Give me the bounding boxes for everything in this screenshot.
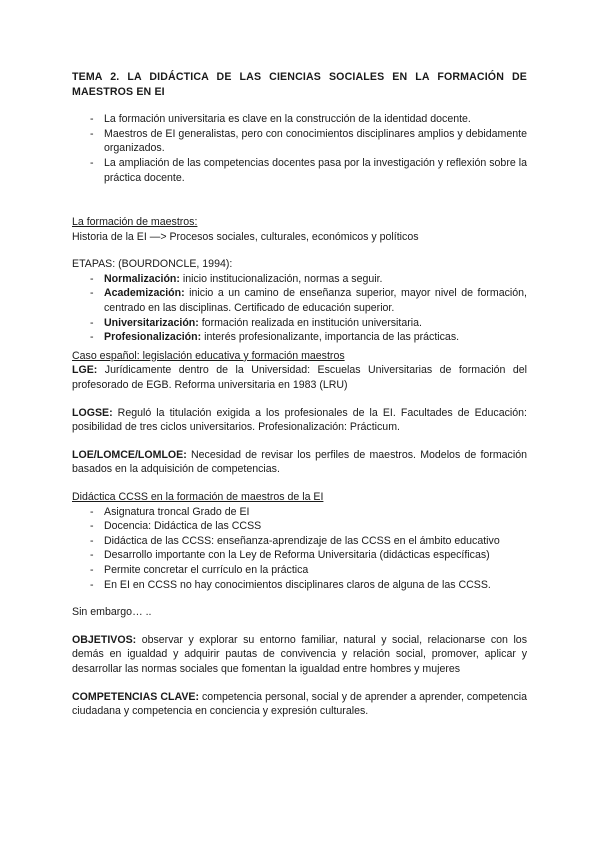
section-heading-caso: Caso español: legislación educativa y formación maestros [72,349,345,362]
list-item [72,286,527,315]
document-body [72,70,527,719]
term: Universitarización: [104,316,199,329]
list-item [72,316,527,331]
formacion-line: Historia de la EI —> Procesos sociales, culturales, económicos y políticos [72,230,419,243]
description: inicio a un camino de enseñanza superior, mayor nivel de formación, centrado en las disciplinas. Certificado de educación superior. [104,287,527,315]
description: formación realizada en institución universitaria. [198,316,422,329]
page-title: TEMA 2. LA DIDÁCTICA DE LAS CIENCIAS SOCIALES EN LA FORMACIÓN DE MAESTROS EN EI [72,71,527,98]
paragraph-objetivos [72,633,527,677]
description: interés profesionalizante, importancia de las prácticas. [201,331,460,344]
description: observar y explorar su entorno familiar, natural y social, relacionarse con los demás en igualdad y adquirir pautas de convivencia y relación social, promover, aplicar y desarrollar las normas sociales que fomentan la igualdad entre hombres y mujeres [72,633,527,675]
etapas-heading: ETAPAS: (BOURDONCLE, 1994): [72,258,233,271]
list-item: - Desarrollo importante con la Ley de Reforma Universitaria (didácticas específicas) [72,548,527,563]
list-item [72,272,527,287]
paragraph-lge [72,363,527,392]
section-heading-didactica: Didáctica CCSS en la formación de maestros de la EI [72,490,324,503]
description: Jurídicamente dentro de la Universidad: Escuelas Universitarias de formación del profesorado de EGB. Reforma universitaria en 1983 (LRU) [72,364,527,391]
didactica-list [72,505,527,593]
paragraph-logse [72,406,527,435]
term: OBJETIVOS: [72,633,137,646]
term: LOGSE: [72,406,113,419]
paragraph-loe [72,448,527,477]
list-item: - La formación universitaria es clave en la construcción de la identidad docente. [72,112,527,127]
term: Profesionalización: [104,331,202,344]
term: COMPETENCIAS CLAVE: [72,690,199,703]
term: LGE: [72,364,98,377]
term: LOE/LOMCE/LOMLOE: [72,448,187,461]
list-item: - Docencia: Didáctica de las CCSS [72,519,527,534]
list-item: - Asignatura troncal Grado de EI [72,505,527,520]
term: Academización: [104,287,185,300]
list-item: - En EI en CCSS no hay conocimientos disciplinares claros de alguna de las CCSS. [72,578,527,593]
description: Necesidad de revisar los perfiles de maestros. Modelos de formación basados en la adquisición de competencias. [72,448,527,476]
description: Reguló la titulación exigida a los profesionales de la EI. Facultades de Educación: posibilidad de tres ciclos universitarios. Profesionalización: Prácticum. [72,406,527,434]
list-item: - Didáctica de las CCSS: enseñanza-aprendizaje de las CCSS en el ámbito educativo [72,534,527,549]
list-item: - La ampliación de las competencias docentes pasa por la investigación y reflexión sobre la práctica docente. [72,156,527,185]
description: competencia personal, social y de aprender a aprender, competencia ciudadana y competencia en conciencia y expresión culturales. [72,690,527,718]
list-item: - Permite concretar el currículo en la práctica [72,563,527,578]
intro-list [72,112,527,186]
sin-embargo: Sin embargo… .. [72,606,152,619]
list-item: - Maestros de EI generalistas, pero con conocimientos disciplinares amplios y debidamente organizados. [72,127,527,156]
term: Normalización: [104,272,180,285]
description: inicio institucionalización, normas a seguir. [179,272,383,285]
paragraph-competencias [72,690,527,719]
etapas-list [72,272,527,345]
section-heading-formacion: La formación de maestros: [72,216,198,229]
list-item [72,330,527,345]
